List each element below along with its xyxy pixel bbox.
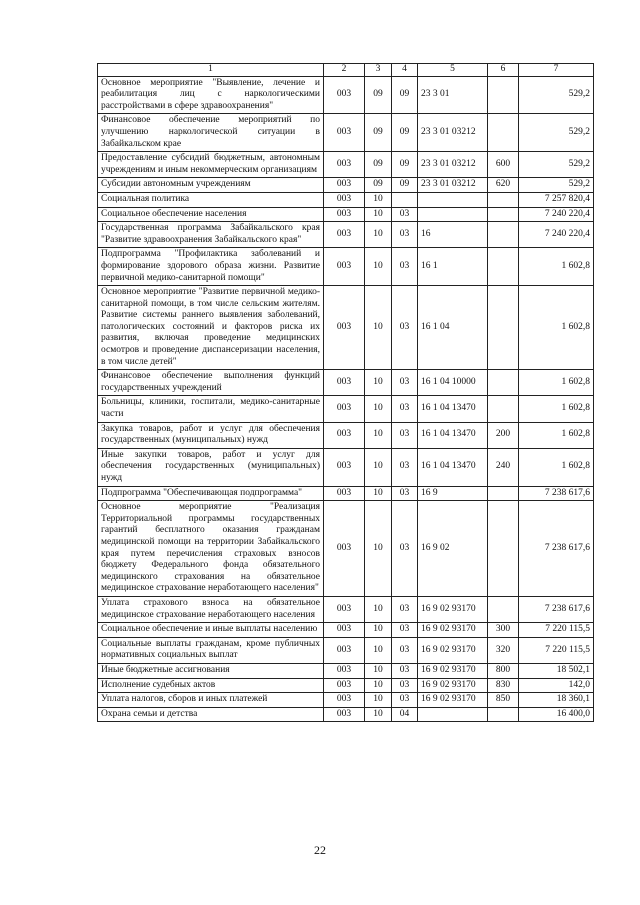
amount-cell: 7 220 115,5	[519, 623, 594, 638]
subsection-code-cell: 04	[392, 707, 418, 722]
amount-cell: 1 602,8	[519, 370, 594, 396]
item-name-cell: Социальное обеспечение и иные выплаты населению	[98, 623, 324, 638]
table-row	[98, 286, 594, 370]
column-header: 2	[324, 64, 365, 77]
subsection-code-cell: 09	[392, 152, 418, 178]
expense-type-code-cell: 830	[488, 678, 519, 693]
section-code-cell: 10	[365, 663, 392, 678]
item-name-cell: Исполнение судебных актов	[98, 678, 324, 693]
target-article-code-cell: 16 9 02 93170	[418, 678, 488, 693]
subsection-code-cell: 09	[392, 76, 418, 114]
expense-type-code-cell: 620	[488, 178, 519, 193]
subsection-code-cell: 03	[392, 693, 418, 708]
column-header: 1	[98, 64, 324, 77]
section-code-cell: 10	[365, 596, 392, 622]
column-header: 4	[392, 64, 418, 77]
item-name-cell: Финансовое обеспечение мероприятий по улучшению наркологической ситуации в Забайкальском крае	[98, 114, 324, 152]
target-article-code-cell: 16 9 02 93170	[418, 637, 488, 663]
section-code-cell: 10	[365, 370, 392, 396]
item-name-cell: Закупка товаров, работ и услуг для обеспечения государственных (муниципальных) нужд	[98, 422, 324, 448]
item-name-cell: Подпрограмма "Профилактика заболеваний и формирование здорового образа жизни. Развитие первичной медико-санитарной помощи"	[98, 248, 324, 286]
expense-type-code-cell	[488, 707, 519, 722]
item-name-cell: Уплата налогов, сборов и иных платежей	[98, 693, 324, 708]
page-number: 22	[314, 843, 326, 857]
amount-cell: 1 602,8	[519, 422, 594, 448]
expense-type-code-cell: 240	[488, 448, 519, 486]
subsection-code-cell: 09	[392, 178, 418, 193]
subsection-code-cell: 03	[392, 448, 418, 486]
subsection-code-cell: 03	[392, 663, 418, 678]
column-header: 5	[418, 64, 488, 77]
target-article-code-cell: 23 3 01 03212	[418, 178, 488, 193]
subsection-code-cell	[392, 192, 418, 207]
subsection-code-cell: 03	[392, 222, 418, 248]
amount-cell: 529,2	[519, 114, 594, 152]
amount-cell: 1 602,8	[519, 448, 594, 486]
section-code-cell: 09	[365, 114, 392, 152]
section-code-cell: 10	[365, 286, 392, 370]
expense-type-code-cell	[488, 370, 519, 396]
column-header: 6	[488, 64, 519, 77]
subsection-code-cell: 03	[392, 486, 418, 501]
subsection-code-cell: 03	[392, 623, 418, 638]
item-name-cell: Иные закупки товаров, работ и услуг для обеспечения государственных (муниципальных) нужд	[98, 448, 324, 486]
subsection-code-cell: 03	[392, 370, 418, 396]
ministry-code-cell: 003	[324, 678, 365, 693]
ministry-code-cell: 003	[324, 152, 365, 178]
expense-type-code-cell	[488, 596, 519, 622]
table-row	[98, 501, 594, 597]
section-code-cell: 10	[365, 222, 392, 248]
section-code-cell: 10	[365, 192, 392, 207]
item-name-cell: Охрана семьи и детства	[98, 707, 324, 722]
target-article-code-cell: 16 1 04 13470	[418, 422, 488, 448]
target-article-code-cell: 16 9 02 93170	[418, 596, 488, 622]
table-row	[98, 707, 594, 722]
table-row	[98, 663, 594, 678]
expense-type-code-cell	[488, 222, 519, 248]
item-name-cell: Социальное обеспечение населения	[98, 207, 324, 222]
ministry-code-cell: 003	[324, 396, 365, 422]
subsection-code-cell: 03	[392, 286, 418, 370]
item-name-cell: Больницы, клиники, госпитали, медико-санитарные части	[98, 396, 324, 422]
ministry-code-cell: 003	[324, 178, 365, 193]
expense-type-code-cell	[488, 192, 519, 207]
table-row	[98, 152, 594, 178]
table-row	[98, 370, 594, 396]
target-article-code-cell	[418, 707, 488, 722]
section-code-cell: 10	[365, 623, 392, 638]
target-article-code-cell: 16 1 04 10000	[418, 370, 488, 396]
target-article-code-cell: 16 1 04 13470	[418, 396, 488, 422]
amount-cell: 16 400,0	[519, 707, 594, 722]
target-article-code-cell: 16 1	[418, 248, 488, 286]
subsection-code-cell: 03	[392, 248, 418, 286]
table-row	[98, 192, 594, 207]
item-name-cell: Основное мероприятие "Выявление, лечение и реабилитация лиц с наркологическими расстройствами в сфере здравоохранения"	[98, 76, 324, 114]
expense-type-code-cell	[488, 76, 519, 114]
table-row	[98, 448, 594, 486]
ministry-code-cell: 003	[324, 370, 365, 396]
expense-type-code-cell: 200	[488, 422, 519, 448]
section-code-cell: 10	[365, 486, 392, 501]
subsection-code-cell: 03	[392, 596, 418, 622]
target-article-code-cell: 16 9 02 93170	[418, 623, 488, 638]
subsection-code-cell: 03	[392, 637, 418, 663]
section-code-cell: 10	[365, 448, 392, 486]
section-code-cell: 10	[365, 248, 392, 286]
section-code-cell: 10	[365, 678, 392, 693]
section-code-cell: 09	[365, 152, 392, 178]
target-article-code-cell: 16 1 04 13470	[418, 448, 488, 486]
table-row	[98, 178, 594, 193]
table-row	[98, 76, 594, 114]
subsection-code-cell: 03	[392, 678, 418, 693]
ministry-code-cell: 003	[324, 486, 365, 501]
subsection-code-cell: 03	[392, 396, 418, 422]
target-article-code-cell: 16 9 02 93170	[418, 693, 488, 708]
table-row	[98, 422, 594, 448]
section-code-cell: 10	[365, 422, 392, 448]
ministry-code-cell: 003	[324, 207, 365, 222]
expense-type-code-cell: 320	[488, 637, 519, 663]
section-code-cell: 10	[365, 501, 392, 597]
target-article-code-cell: 16	[418, 222, 488, 248]
table-row	[98, 637, 594, 663]
ministry-code-cell: 003	[324, 637, 365, 663]
ministry-code-cell: 003	[324, 501, 365, 597]
expense-type-code-cell	[488, 286, 519, 370]
section-code-cell: 10	[365, 707, 392, 722]
table-row	[98, 248, 594, 286]
subsection-code-cell: 03	[392, 422, 418, 448]
expense-type-code-cell	[488, 396, 519, 422]
expense-type-code-cell: 300	[488, 623, 519, 638]
ministry-code-cell: 003	[324, 222, 365, 248]
target-article-code-cell: 16 9	[418, 486, 488, 501]
amount-cell: 7 240 220,4	[519, 207, 594, 222]
item-name-cell: Основное мероприятие "Реализация Территориальной программы государственных гарантий бесплатного оказания гражданам медицинской помощи на территории Забайкальского края путем перечисления страховых взносов бюджету Федерального фонда обязательного медицинского страхования на обязательное медицинское страхование неработающего населения"	[98, 501, 324, 597]
ministry-code-cell: 003	[324, 596, 365, 622]
amount-cell: 7 238 617,6	[519, 596, 594, 622]
amount-cell: 142,0	[519, 678, 594, 693]
amount-cell: 7 257 820,4	[519, 192, 594, 207]
table-row	[98, 596, 594, 622]
amount-cell: 529,2	[519, 76, 594, 114]
expense-type-code-cell	[488, 207, 519, 222]
table-row	[98, 207, 594, 222]
ministry-code-cell: 003	[324, 192, 365, 207]
table-row	[98, 396, 594, 422]
amount-cell: 529,2	[519, 152, 594, 178]
subsection-code-cell: 03	[392, 207, 418, 222]
item-name-cell: Социальная политика	[98, 192, 324, 207]
amount-cell: 529,2	[519, 178, 594, 193]
section-code-cell: 10	[365, 693, 392, 708]
section-code-cell: 09	[365, 178, 392, 193]
target-article-code-cell: 16 9 02	[418, 501, 488, 597]
ministry-code-cell: 003	[324, 663, 365, 678]
table-row	[98, 222, 594, 248]
section-code-cell: 10	[365, 637, 392, 663]
amount-cell: 7 220 115,5	[519, 637, 594, 663]
item-name-cell: Основное мероприятие "Развитие первичной медико-санитарной помощи, в том числе сельским жителям. Развитие системы раннего выявления заболеваний, патологических состояний и факторов риска их развития, включая проведение медицинских осмотров и проведение диспансеризации населения, в том числе детей"	[98, 286, 324, 370]
ministry-code-cell: 003	[324, 114, 365, 152]
amount-cell: 7 238 617,6	[519, 486, 594, 501]
section-code-cell: 10	[365, 396, 392, 422]
target-article-code-cell	[418, 207, 488, 222]
subsection-code-cell: 09	[392, 114, 418, 152]
table-row	[98, 693, 594, 708]
ministry-code-cell: 003	[324, 448, 365, 486]
target-article-code-cell: 23 3 01 03212	[418, 152, 488, 178]
expense-type-code-cell	[488, 114, 519, 152]
table-row	[98, 623, 594, 638]
table-row	[98, 486, 594, 501]
target-article-code-cell: 16 9 02 93170	[418, 663, 488, 678]
table-row	[98, 114, 594, 152]
amount-cell: 18 360,1	[519, 693, 594, 708]
item-name-cell: Социальные выплаты гражданам, кроме публичных нормативных социальных выплат	[98, 637, 324, 663]
ministry-code-cell: 003	[324, 693, 365, 708]
ministry-code-cell: 003	[324, 422, 365, 448]
column-header: 7	[519, 64, 594, 77]
ministry-code-cell: 003	[324, 76, 365, 114]
item-name-cell: Подпрограмма "Обеспечивающая подпрограмма"	[98, 486, 324, 501]
target-article-code-cell: 23 3 01 03212	[418, 114, 488, 152]
item-name-cell: Субсидии автономным учреждениям	[98, 178, 324, 193]
amount-cell: 1 602,8	[519, 286, 594, 370]
section-code-cell: 10	[365, 207, 392, 222]
section-code-cell: 09	[365, 76, 392, 114]
budget-table	[97, 63, 594, 722]
ministry-code-cell: 003	[324, 707, 365, 722]
expense-type-code-cell: 600	[488, 152, 519, 178]
ministry-code-cell: 003	[324, 623, 365, 638]
expense-type-code-cell	[488, 486, 519, 501]
item-name-cell: Предоставление субсидий бюджетным, автономным учреждениям и иным некоммерческим организациям	[98, 152, 324, 178]
expense-type-code-cell: 850	[488, 693, 519, 708]
table-row	[98, 678, 594, 693]
ministry-code-cell: 003	[324, 248, 365, 286]
table-body	[98, 76, 594, 722]
table-header	[98, 64, 594, 77]
item-name-cell: Уплата страхового взноса на обязательное медицинское страхование неработающего населения	[98, 596, 324, 622]
expense-type-code-cell	[488, 248, 519, 286]
header-row	[98, 64, 594, 77]
target-article-code-cell: 23 3 01	[418, 76, 488, 114]
item-name-cell: Финансовое обеспечение выполнения функций государственных учреждений	[98, 370, 324, 396]
amount-cell: 7 238 617,6	[519, 501, 594, 597]
amount-cell: 1 602,8	[519, 396, 594, 422]
item-name-cell: Государственная программа Забайкальского края "Развитие здравоохранения Забайкальского края"	[98, 222, 324, 248]
ministry-code-cell: 003	[324, 286, 365, 370]
target-article-code-cell: 16 1 04	[418, 286, 488, 370]
item-name-cell: Иные бюджетные ассигнования	[98, 663, 324, 678]
amount-cell: 18 502,1	[519, 663, 594, 678]
expense-type-code-cell: 800	[488, 663, 519, 678]
expense-type-code-cell	[488, 501, 519, 597]
target-article-code-cell	[418, 192, 488, 207]
column-header: 3	[365, 64, 392, 77]
subsection-code-cell: 03	[392, 501, 418, 597]
amount-cell: 1 602,8	[519, 248, 594, 286]
amount-cell: 7 240 220,4	[519, 222, 594, 248]
